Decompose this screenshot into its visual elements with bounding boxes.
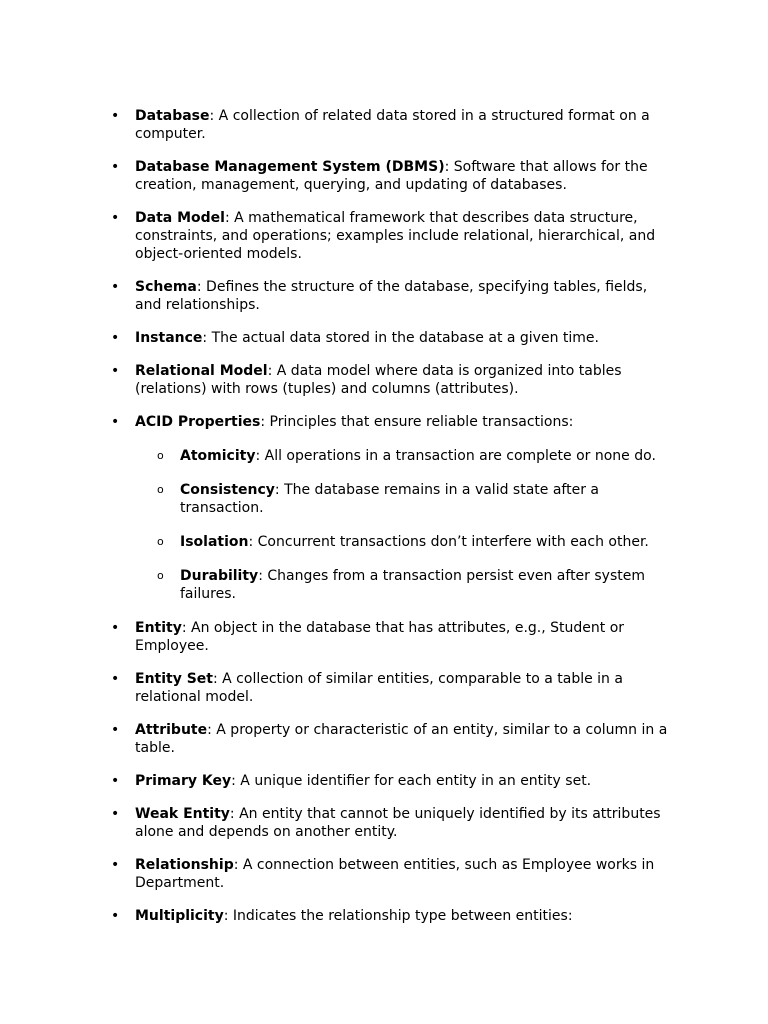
term-definition: : Changes from a transaction persist even after system failures. xyxy=(180,568,645,602)
bullet-icon: • xyxy=(111,908,120,924)
hollow-bullet-icon: o xyxy=(157,483,164,496)
term-definition: : All operations in a transaction are complete or none do. xyxy=(255,448,656,464)
list-item-entity xyxy=(0,619,768,655)
term-definition: : A data model where data is organized into tables (relations) with rows (tuples) and columns (attributes). xyxy=(135,363,622,397)
term-name: Weak Entity xyxy=(135,806,230,822)
list-item-dbms xyxy=(0,158,768,194)
term-name: Instance xyxy=(135,330,203,346)
list-item-entity-set xyxy=(0,670,768,706)
bullet-icon: • xyxy=(111,363,120,379)
term-name: Consistency xyxy=(180,482,275,498)
term-name: Durability xyxy=(180,568,259,584)
bullet-icon: • xyxy=(111,806,120,822)
term-name: Schema xyxy=(135,279,197,295)
term-name: ACID Properties xyxy=(135,414,261,430)
bullet-icon: • xyxy=(111,722,120,738)
sublist-item-atomicity xyxy=(0,447,674,465)
term-name: Atomicity xyxy=(180,448,256,464)
term-definition: : An entity that cannot be uniquely identified by its attributes alone and depends on another entity. xyxy=(135,806,661,840)
bullet-icon: • xyxy=(111,414,120,430)
term-name: Isolation xyxy=(180,534,249,550)
bullet-icon: • xyxy=(111,773,120,789)
term-definition: : A mathematical framework that describes data structure, constraints, and operations; examples include relational, hierarchical, and object-oriented models. xyxy=(135,210,656,262)
term-name: Entity xyxy=(135,620,182,636)
term-name: Database xyxy=(135,108,210,124)
sublist-item-consistency xyxy=(0,481,674,517)
acid-sublist xyxy=(135,447,674,603)
bullet-icon: • xyxy=(111,108,120,124)
list-item-instance xyxy=(0,329,768,347)
term-definition: : Indicates the relationship type between entities: xyxy=(223,908,573,924)
term-name: Multiplicity xyxy=(135,908,224,924)
sublist-item-durability xyxy=(0,567,674,603)
bullet-icon: • xyxy=(111,210,120,226)
list-item-acid-properties xyxy=(0,413,768,603)
list-item-primary-key xyxy=(0,772,768,790)
term-name: Attribute xyxy=(135,722,208,738)
list-item-database xyxy=(0,107,768,143)
bullet-icon: • xyxy=(111,620,120,636)
term-definition: : Software that allows for the creation, management, querying, and updating of databases. xyxy=(135,159,648,193)
list-item-relational-model xyxy=(0,362,768,398)
list-item-data-model xyxy=(0,209,768,263)
hollow-bullet-icon: o xyxy=(157,569,164,582)
term-name: Data Model xyxy=(135,210,225,226)
term-name: Primary Key xyxy=(135,773,232,789)
bullet-icon: • xyxy=(111,279,120,295)
term-definition: : The database remains in a valid state after a transaction. xyxy=(180,482,599,516)
term-name: Entity Set xyxy=(135,671,213,687)
term-name: Database Management System (DBMS) xyxy=(135,159,445,175)
term-definition: : A connection between entities, such as Employee works in Department. xyxy=(135,857,655,891)
list-item-attribute xyxy=(0,721,768,757)
bullet-icon: • xyxy=(111,857,120,873)
term-definition: : A property or characteristic of an entity, similar to a column in a table. xyxy=(135,722,668,756)
hollow-bullet-icon: o xyxy=(157,449,164,462)
term-name: Relational Model xyxy=(135,363,268,379)
term-definition: : A unique identifier for each entity in an entity set. xyxy=(231,773,592,789)
bullet-icon: • xyxy=(111,330,120,346)
bullet-icon: • xyxy=(111,671,120,687)
term-name: Relationship xyxy=(135,857,234,873)
list-item-multiplicity xyxy=(0,907,768,925)
list-item-relationship xyxy=(0,856,768,892)
term-definition: : Principles that ensure reliable transactions: xyxy=(260,414,574,430)
document-body xyxy=(0,107,768,940)
list-item-schema xyxy=(0,278,768,314)
term-definition: : A collection of similar entities, comparable to a table in a relational model. xyxy=(135,671,623,705)
term-definition: : An object in the database that has attributes, e.g., Student or Employee. xyxy=(135,620,625,654)
list-item-weak-entity xyxy=(0,805,768,841)
term-definition: : Concurrent transactions don’t interfere with each other. xyxy=(248,534,649,550)
glossary-list xyxy=(0,107,768,925)
term-definition: : The actual data stored in the database at a given time. xyxy=(202,330,599,346)
term-definition: : Defines the structure of the database, specifying tables, fields, and relationships. xyxy=(135,279,648,313)
term-definition: : A collection of related data stored in a structured format on a computer. xyxy=(135,108,650,142)
hollow-bullet-icon: o xyxy=(157,535,164,548)
bullet-icon: • xyxy=(111,159,120,175)
sublist-item-isolation xyxy=(0,533,674,551)
